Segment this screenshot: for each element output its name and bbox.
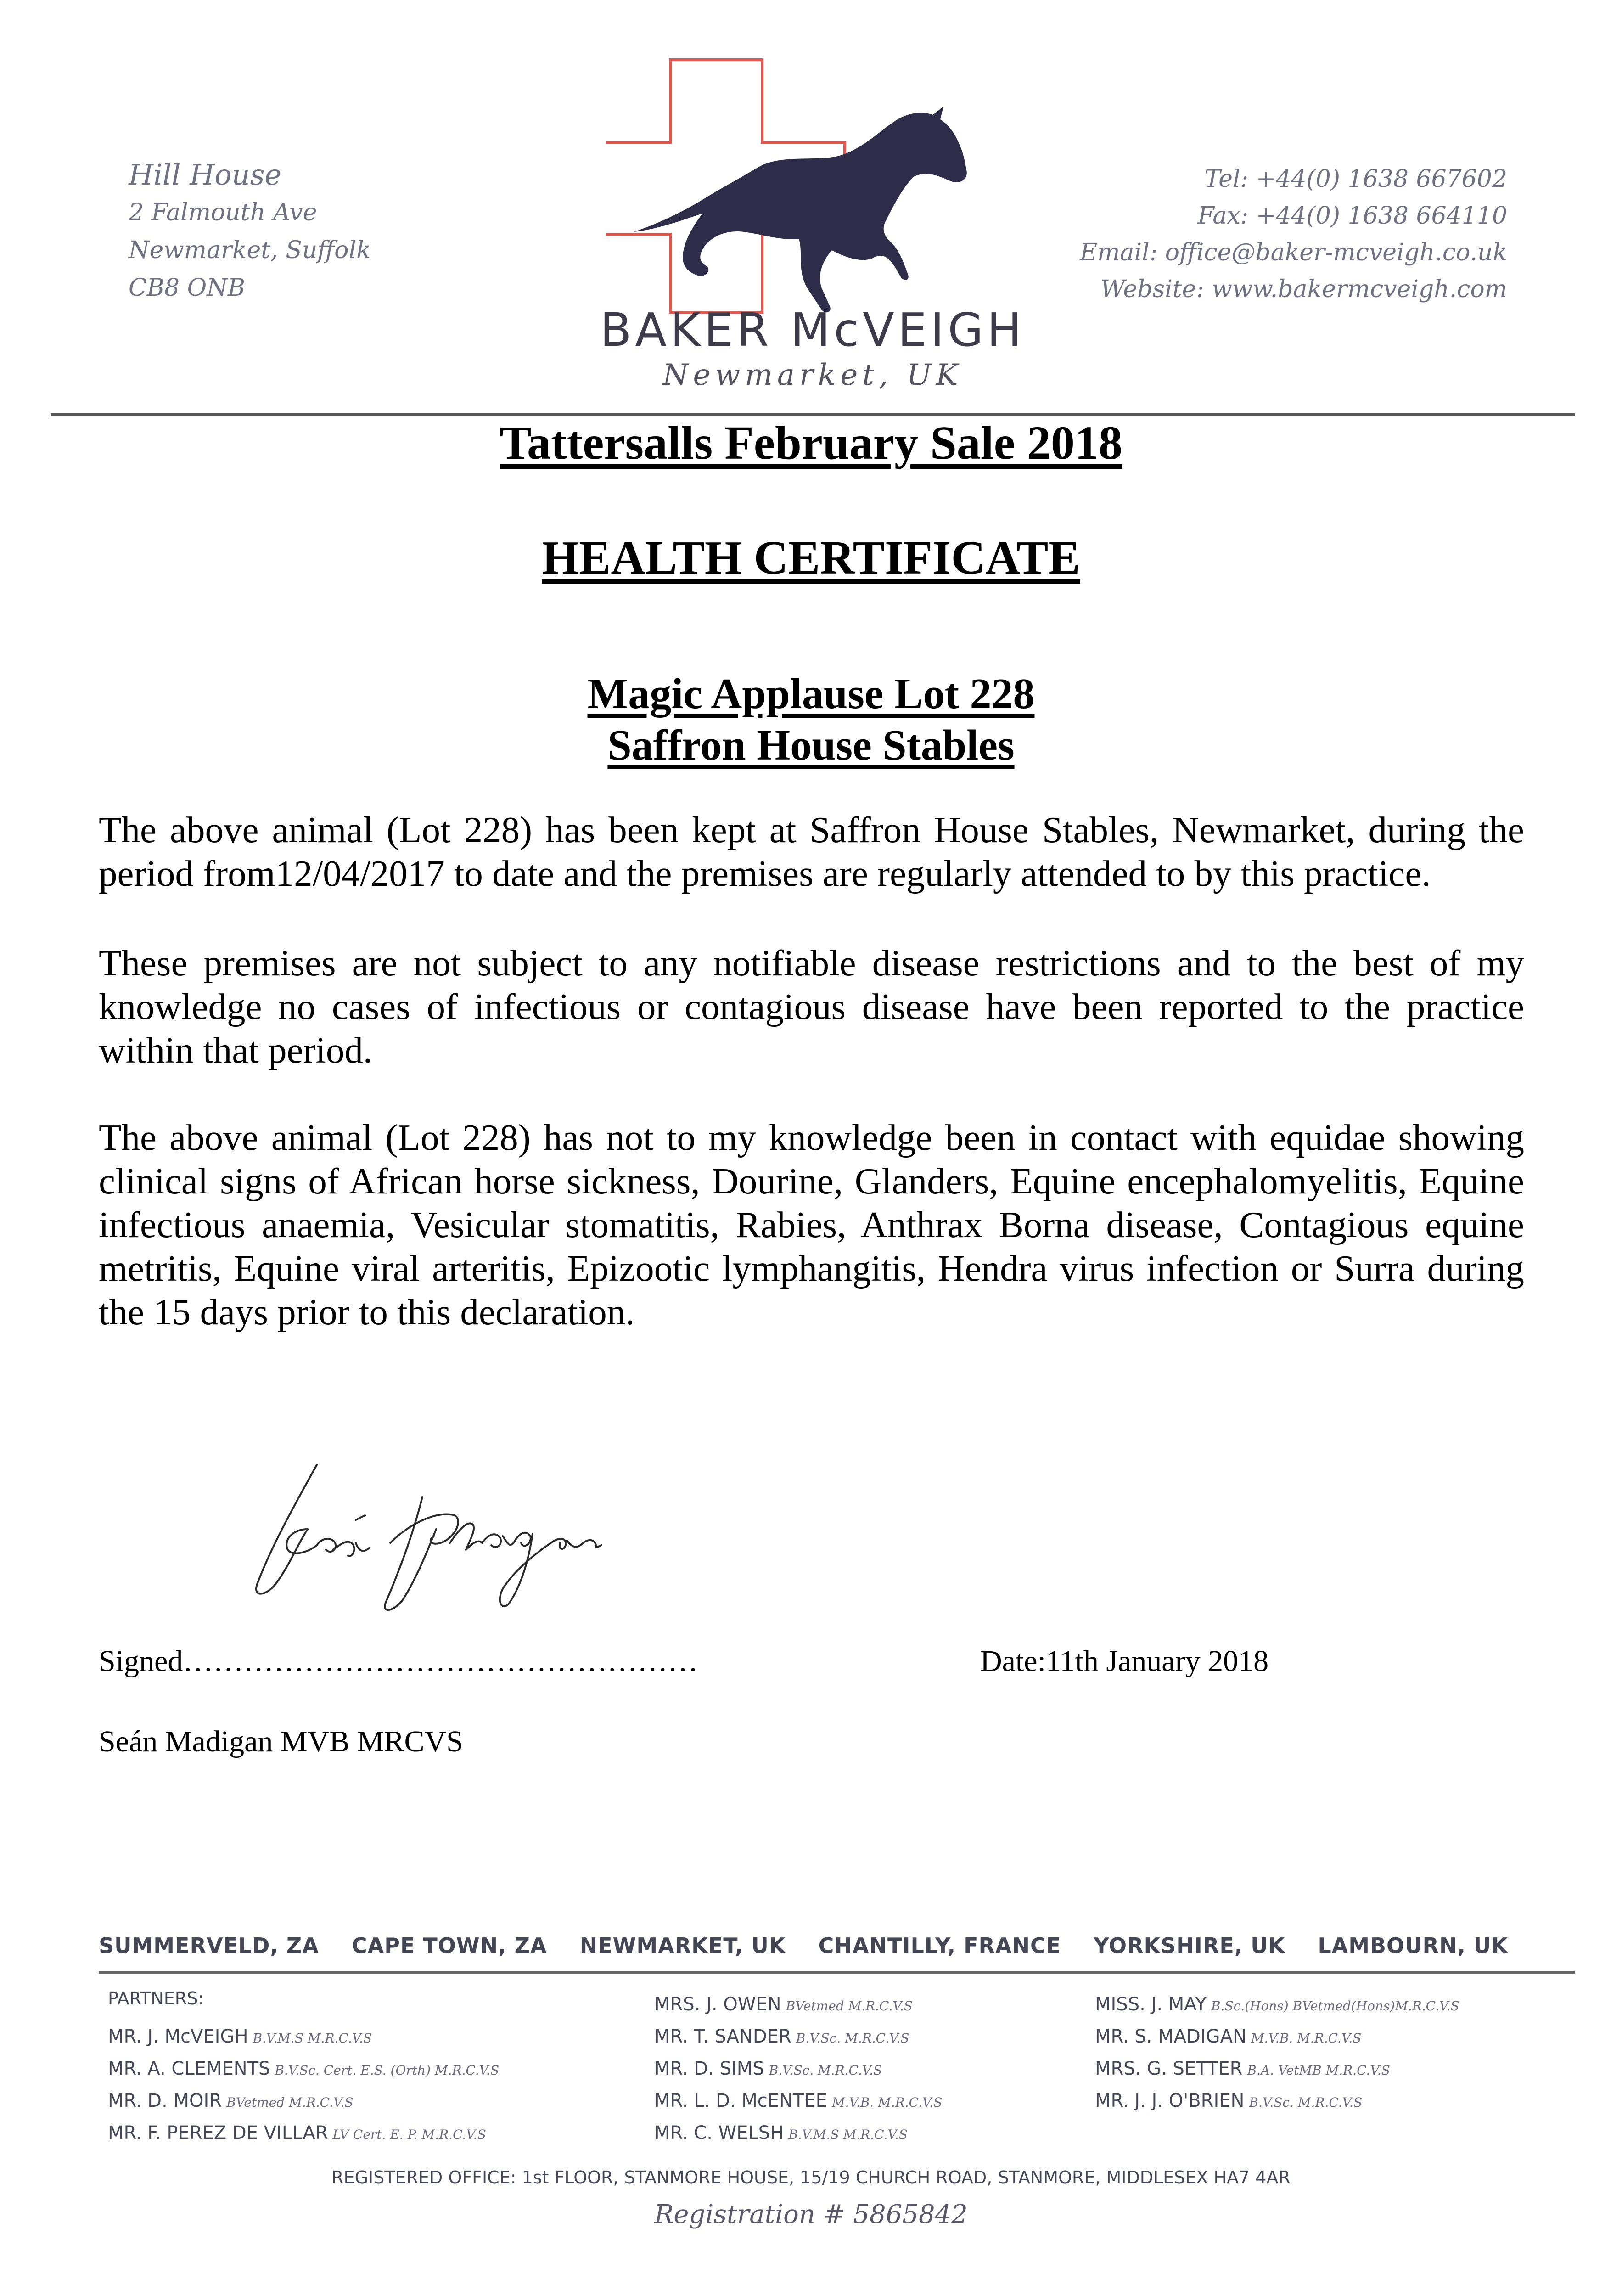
lot-line: Magic Applause Lot 228 (587, 670, 1035, 718)
partner-entry (108, 2117, 499, 2149)
partner-qualifications: LV Cert. E. P. M.R.C.V.S (332, 2127, 486, 2142)
partner-name: MR. J. J. O'BRIEN (1095, 2090, 1245, 2111)
partner-qualifications: B.V.Sc. M.R.C.V.S (796, 2031, 909, 2046)
partner-qualifications: B.Sc.(Hons) BVetmed(Hons)M.R.C.V.S (1211, 1998, 1459, 2014)
partner-name: MR. D. SIMS (654, 2058, 764, 2079)
partner-entry (1095, 1988, 1459, 2020)
partners-column (654, 1988, 942, 2149)
partner-entry (654, 2053, 942, 2085)
partner-name: MRS. G. SETTER (1095, 2058, 1243, 2079)
brand-name: BAKER McVEIGH (600, 303, 1026, 357)
partner-qualifications: B.V.Sc. M.R.C.V.S (769, 2063, 882, 2078)
location-item: CHANTILLY, FRANCE (818, 1933, 1061, 1958)
partner-qualifications: BVetmed M.R.C.V.S (786, 1998, 913, 2014)
partner-name: MRS. J. OWEN (654, 1994, 781, 2015)
fax: Fax: +44(0) 1638 664110 (1197, 202, 1507, 230)
partner-name: MISS. J. MAY (1095, 1994, 1207, 2015)
location-item: SUMMERVELD, ZA (99, 1933, 319, 1958)
sale-title: Tattersalls February Sale 2018 (500, 416, 1122, 469)
location-item: YORKSHIRE, UK (1094, 1933, 1285, 1958)
signature-date: Date:11th January 2018 (980, 1644, 1269, 1678)
partner-entry (654, 2117, 942, 2149)
partner-entry (108, 2020, 499, 2053)
partner-name: MR. D. MOIR (108, 2090, 222, 2111)
website: Website: www.bakermcveigh.com (1100, 276, 1507, 303)
partner-entry (654, 2085, 942, 2117)
partner-entry (108, 2085, 499, 2117)
location-item: CAPE TOWN, ZA (351, 1933, 547, 1958)
partner-name: MR. F. PEREZ DE VILLAR (108, 2122, 328, 2144)
practice-contact (1048, 161, 1507, 308)
partner-entry (654, 1988, 942, 2020)
galloping-horse-icon (634, 107, 967, 312)
partner-entry (1095, 2020, 1459, 2053)
signer-name: Seán Madigan MVB MRCVS (99, 1725, 463, 1758)
email: Email: office@baker-mcveigh.co.uk (1080, 239, 1507, 266)
partner-name: MR. S. MADIGAN (1095, 2026, 1246, 2047)
practice-address (129, 156, 450, 307)
paragraph-contact-declaration: The above animal (Lot 228) has not to my knowledge been in contact with equidae showing clinical signs of African horse sickness, Dourine, Glanders, Equine encephalomyelitis, Equine infectious anaemia, Vesicular stomatitis, Rabies, Anthrax Borna disease, Contagious equine metritis, Equine viral arteritis, Epizootic lymphangitis, Hendra virus infection or Surra during the 15 days prior to this declaration. (99, 1117, 1524, 1333)
lot-heading (0, 668, 1622, 771)
partner-qualifications: B.V.Sc. M.R.C.V.S (1249, 2095, 1363, 2110)
partner-entry (108, 2053, 499, 2085)
address-line: Newmarket, Suffolk (129, 236, 371, 264)
registration-number: Registration # 5865842 (654, 2200, 968, 2229)
partner-entry (654, 2020, 942, 2053)
partners-label: PARTNERS: (108, 1988, 204, 2009)
partner-name: MR. C. WELSH (654, 2122, 784, 2144)
address-line: Hill House (129, 158, 282, 191)
partner-qualifications: M.V.B. M.R.C.V.S (1251, 2031, 1362, 2046)
partner-entry (1095, 2053, 1459, 2085)
handwritten-signature (239, 1451, 615, 1626)
partner-name: MR. L. D. McENTEE (654, 2090, 827, 2111)
stables-line: Saffron House Stables (607, 721, 1015, 769)
paragraph-premises: These premises are not subject to any notifiable disease restrictions and to the best of my knowledge no cases of infectious or contagious disease have been reported to the practice within that period. (99, 942, 1524, 1071)
office-locations (99, 1933, 1508, 1958)
partner-qualifications: B.V.Sc. Cert. E.S. (Orth) M.R.C.V.S (275, 2063, 500, 2078)
address-line: CB8 ONB (129, 274, 245, 302)
registered-office: REGISTERED OFFICE: 1st FLOOR, STANMORE HOUSE, 15/19 CHURCH ROAD, STANMORE, MIDDLESEX HA7 4AR (331, 2167, 1291, 2188)
paragraph-residence: The above animal (Lot 228) has been kept at Saffron House Stables, Newmarket, during the period from12/04/2017 to date and the premises are regularly attended to by this practice. (99, 809, 1524, 894)
partners-column (108, 2020, 499, 2149)
partner-qualifications: B.V.M.S M.R.C.V.S (253, 2031, 372, 2046)
partner-entry (1095, 2085, 1459, 2117)
partner-qualifications: B.V.M.S M.R.C.V.S (788, 2127, 908, 2142)
telephone: Tel: +44(0) 1638 667602 (1204, 165, 1507, 193)
footer-divider (99, 1971, 1575, 1974)
partner-name: MR. A. CLEMENTS (108, 2058, 270, 2079)
location-item: LAMBOURN, UK (1318, 1933, 1508, 1958)
partner-qualifications: BVetmed M.R.C.V.S (226, 2095, 354, 2110)
location-item: NEWMARKET, UK (579, 1933, 786, 1958)
partner-qualifications: B.A. VetMB M.R.C.V.S (1247, 2063, 1390, 2078)
partner-name: MR. J. McVEIGH (108, 2026, 248, 2047)
partner-qualifications: M.V.B. M.R.C.V.S (831, 2095, 943, 2110)
brand-location: Newmarket, UK (662, 358, 963, 392)
address-line: 2 Falmouth Ave (129, 199, 317, 226)
signed-line: Signed…………………………………………… (99, 1644, 698, 1678)
partners-column (1095, 1988, 1459, 2117)
partner-name: MR. T. SANDER (654, 2026, 791, 2047)
document-title: HEALTH CERTIFICATE (542, 531, 1080, 584)
